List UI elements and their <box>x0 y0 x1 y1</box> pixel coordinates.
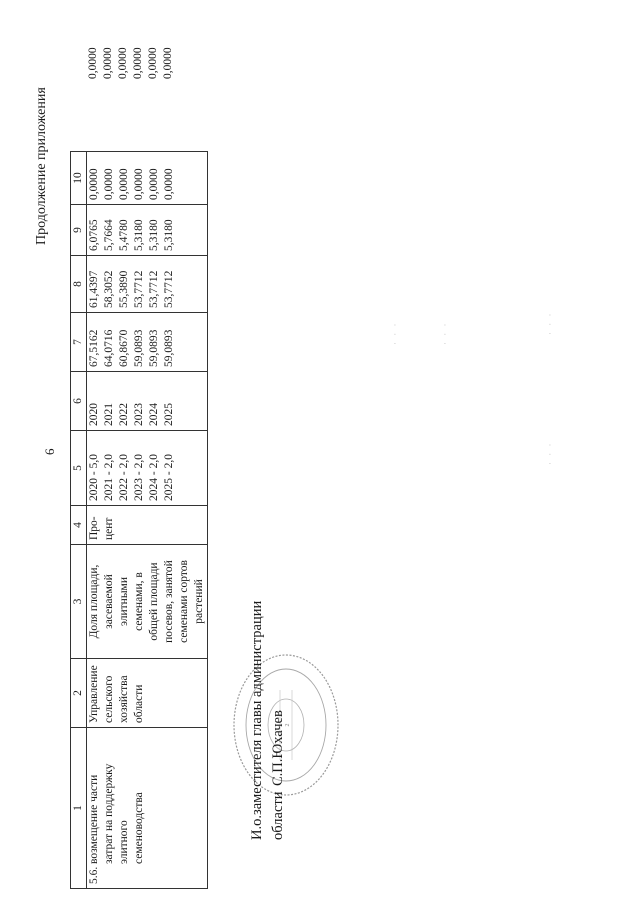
period-value: 2024 - 2,0 <box>148 454 160 501</box>
period-value: 2025 - 2,0 <box>163 454 175 501</box>
page-number: 6 <box>42 448 57 455</box>
col9-value: 5,7664 <box>103 219 115 251</box>
header-cell-3: 3 <box>71 545 87 659</box>
col10-value: 0,0000 <box>118 168 130 200</box>
col7-value: 60,8670 <box>118 329 130 367</box>
col11-value: 0,0000 <box>147 47 159 79</box>
col10-value: 0,0000 <box>88 168 100 200</box>
col10-value: 0,0000 <box>103 168 115 200</box>
col9-cell <box>87 205 208 256</box>
col7-value: 59,0893 <box>133 329 145 367</box>
signatory-title: И.о.заместителя главы администрации <box>249 600 265 840</box>
svg-text:2: 2 <box>285 723 291 727</box>
col8-value: 55,3890 <box>118 270 130 308</box>
col7-value: 67,5162 <box>88 329 100 367</box>
col7-value: 59,0893 <box>163 329 175 367</box>
unit-line: цент <box>103 517 115 540</box>
col9-value: 6,0765 <box>88 219 100 251</box>
year-value: 2024 <box>148 403 160 426</box>
col9-value: 5,3180 <box>148 219 160 251</box>
unit-line: Про- <box>88 516 100 540</box>
col8-value: 58,3052 <box>103 270 115 308</box>
executor-cell <box>87 659 208 728</box>
executor-line: области <box>133 684 145 723</box>
col9-value: 5,3180 <box>163 219 175 251</box>
signatory-region: области <box>270 791 286 840</box>
col11-values <box>86 47 176 79</box>
year-value: 2025 <box>163 403 175 426</box>
col7-value: 64,0716 <box>103 329 115 367</box>
col11-value: 0,0000 <box>87 47 99 79</box>
col8-value: 53,7712 <box>133 270 145 308</box>
executor-line: хозяйства <box>118 675 130 723</box>
col11-value: 0,0000 <box>162 47 174 79</box>
unit-cell <box>87 506 208 545</box>
indicator-line: общей площади <box>148 562 160 641</box>
continuation-title: Продолжение приложения <box>34 87 49 245</box>
col10-value: 0,0000 <box>133 168 145 200</box>
indicator-line: растений <box>193 579 205 624</box>
period-cell <box>87 431 208 506</box>
col7-value: 59,0893 <box>148 329 160 367</box>
year-value: 2020 <box>88 403 100 426</box>
scan-noise: · · · <box>390 321 400 345</box>
col10-cell <box>87 152 208 205</box>
header-cell-2: 2 <box>71 659 87 728</box>
col8-value: 53,7712 <box>163 270 175 308</box>
indicator-line: семенами, в <box>133 572 145 631</box>
period-value: 2022 - 2,0 <box>118 454 130 501</box>
year-cell <box>87 372 208 431</box>
header-cell-7: 7 <box>71 313 87 372</box>
header-cell-9: 9 <box>71 205 87 256</box>
header-cell-6: 6 <box>71 372 87 431</box>
col11-value: 0,0000 <box>132 47 144 79</box>
indicator-line: посевов, занятой <box>163 560 175 643</box>
header-cell-10: 10 <box>71 152 87 205</box>
year-value: 2021 <box>103 403 115 426</box>
year-value: 2023 <box>133 403 145 426</box>
program-table <box>70 151 208 889</box>
col8-value: 61,4397 <box>88 270 100 308</box>
name-line: затрат на поддержку <box>103 763 115 864</box>
executor-line: Управление <box>88 665 100 723</box>
period-value: 2021 - 2,0 <box>103 454 115 501</box>
name-line: семеноводства <box>133 792 145 864</box>
indicator-line: элитными <box>118 577 130 626</box>
header-cell-5: 5 <box>71 431 87 506</box>
period-value: 2020 - 5,0 <box>88 454 100 501</box>
executor-line: сельского <box>103 675 115 723</box>
scan-noise: · · · <box>545 441 555 465</box>
row-number: 5.6. <box>88 866 100 884</box>
header-cell-1: 1 <box>71 728 87 889</box>
scan-noise: · · · <box>545 311 555 335</box>
table-row <box>87 152 208 889</box>
col11-value: 0,0000 <box>117 47 129 79</box>
col10-value: 0,0000 <box>148 168 160 200</box>
col8-cell <box>87 256 208 313</box>
table-header-row <box>71 152 87 889</box>
indicator-line: засеваемой <box>103 574 115 629</box>
signatory-name: С.П.Юхачев <box>270 710 286 786</box>
name-line: 5.6.возмещение части <box>88 774 100 884</box>
scan-noise: · · · <box>440 321 450 345</box>
indicator-line: семенами сортов <box>178 560 190 643</box>
col8-value: 53,7712 <box>148 270 160 308</box>
col7-cell <box>87 313 208 372</box>
name-cell <box>87 728 208 889</box>
col11-value: 0,0000 <box>102 47 114 79</box>
name-line: элитного <box>118 820 130 864</box>
indicator-cell <box>87 545 208 659</box>
period-value: 2023 - 2,0 <box>133 454 145 501</box>
indicator-line: Доля площади, <box>88 564 100 639</box>
header-cell-4: 4 <box>71 506 87 545</box>
col9-value: 5,4780 <box>118 219 130 251</box>
year-value: 2022 <box>118 403 130 426</box>
col9-value: 5,3180 <box>133 219 145 251</box>
header-cell-8: 8 <box>71 256 87 313</box>
col10-value: 0,0000 <box>163 168 175 200</box>
